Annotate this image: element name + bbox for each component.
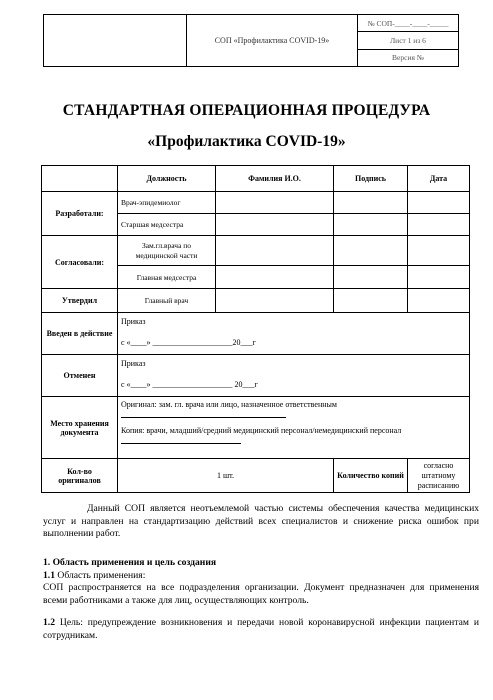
item-1-1-number: 1.1 — [43, 570, 55, 581]
cancelled-label: Отменен — [42, 355, 118, 397]
agreed-position-2: Главная медсестра — [118, 266, 216, 289]
header-table — [43, 14, 459, 67]
approved-date — [408, 289, 470, 313]
approved-position: Главный врач — [118, 289, 216, 313]
developed-position-2: Старшая медсестра — [118, 214, 216, 236]
col-date-header: Дата — [408, 166, 470, 192]
agreed-position-1: Зам.гл.врача по медицинской части — [118, 236, 216, 266]
developed-name-1 — [216, 192, 334, 214]
item-1-2 — [43, 617, 479, 642]
developed-date-1 — [408, 192, 470, 214]
header-sop-number: № СОП-____-____-_____ — [358, 15, 459, 32]
header-sop-title: СОП «Профилактика COVID-19» — [187, 15, 358, 67]
approved-label: Утвердил — [42, 289, 118, 313]
introduced-label: Введен в действие — [42, 313, 118, 355]
header-version: Версия № — [358, 49, 459, 66]
agreed-name-2 — [216, 266, 334, 289]
agreed-label: Согласовали: — [42, 236, 118, 289]
introduced-order-date: с «____» ____________________20___г — [121, 338, 256, 347]
storage-label: Место хранения документа — [42, 397, 118, 459]
approval-table — [41, 165, 470, 493]
header-sheet: Лист 1 из 6 — [358, 32, 459, 49]
item-1-1-text: СОП распространяется на все подразделения организации. Документ предназначен для применения всеми работниками а также для лиц, осуществляющих контроль. — [43, 582, 479, 606]
developed-date-2 — [408, 214, 470, 236]
originals-value: 1 шт. — [118, 459, 334, 493]
agreed-name-1 — [216, 236, 334, 266]
agreed-sign-1 — [334, 236, 408, 266]
col-name-header: Фамилия И.О. — [216, 166, 334, 192]
developed-sign-2 — [334, 214, 408, 236]
developed-name-2 — [216, 214, 334, 236]
item-1-2-number: 1.2 — [43, 617, 55, 628]
corner-cell — [42, 166, 118, 192]
doc-subtitle: «Профилактика COVID-19» — [147, 133, 346, 150]
item-1-1-label: Область применения: — [57, 570, 146, 581]
storage-copy-line — [121, 435, 241, 444]
copies-label: Количество копий — [334, 459, 408, 493]
cancelled-order-word: Приказ — [121, 359, 146, 368]
cancelled-order-cell — [118, 355, 470, 397]
introduced-order-cell — [118, 313, 470, 355]
developed-position-1: Врач-эпидемиолог — [118, 192, 216, 214]
copies-value: согласно штатному расписанию — [408, 459, 470, 493]
approved-sign — [334, 289, 408, 313]
item-1-2-text: Цель: предупреждение возникновения и передачи новой коронавирусной инфекции пациентам и сотрудникам. — [43, 617, 479, 641]
agreed-date-2 — [408, 266, 470, 289]
col-position-header: Должность — [118, 166, 216, 192]
agreed-sign-2 — [334, 266, 408, 289]
intro-paragraph: Данный СОП является неотъемлемой частью системы обеспечения качества медицинских услуг и направлен на стандартизацию действий всех специалистов и снижение риска ошибок при выполнении работ. — [43, 503, 479, 539]
header-blank-cell — [44, 15, 187, 67]
storage-copy: Копия: врачи, младший/средний медицинский персонал/немедицинский персонал — [121, 426, 402, 435]
approved-name — [216, 289, 334, 313]
storage-cell — [118, 397, 470, 459]
section-1-heading: 1. Область применения и цель создания — [43, 557, 217, 568]
storage-original: Оригинал: зам. гл. врача или лицо, назначенное ответственным — [121, 400, 337, 409]
developed-label: Разработали: — [42, 192, 118, 236]
developed-sign-1 — [334, 192, 408, 214]
agreed-date-1 — [408, 236, 470, 266]
item-1-1 — [43, 570, 479, 583]
introduced-order-word: Приказ — [121, 317, 146, 326]
doc-title: СТАНДАРТНАЯ ОПЕРАЦИОННАЯ ПРОЦЕДУРА — [62, 102, 431, 119]
storage-original-line — [121, 409, 286, 418]
originals-label: Кол-во оригиналов — [42, 459, 118, 493]
cancelled-order-date: с «____» ____________________ 20___г — [121, 380, 258, 389]
col-signature-header: Подпись — [334, 166, 408, 192]
